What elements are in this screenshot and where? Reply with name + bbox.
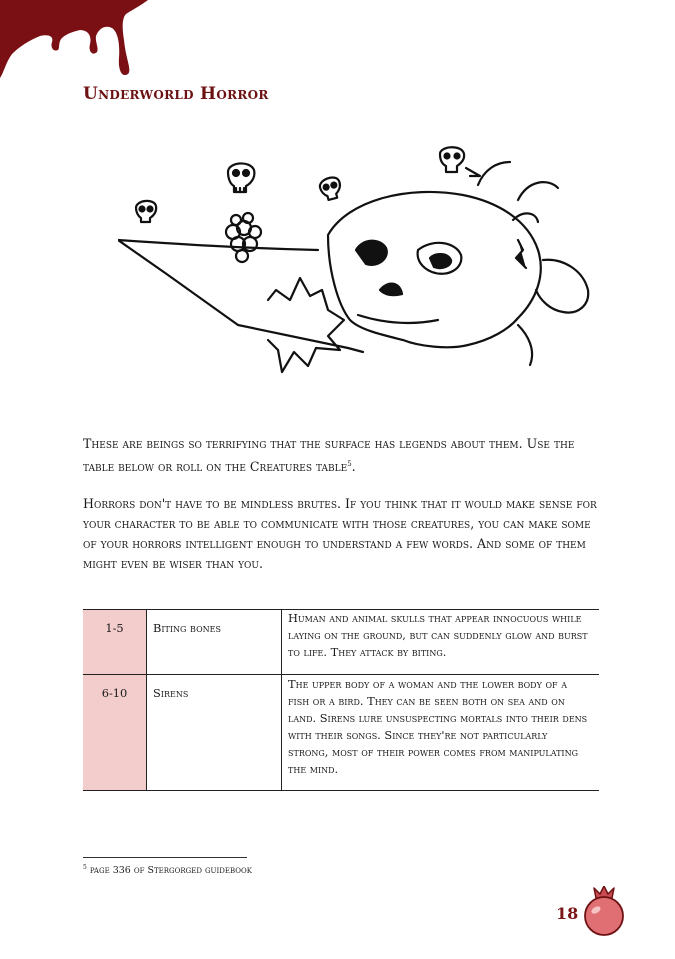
- table-row: [83, 610, 599, 675]
- footnote-mark: 5: [83, 864, 87, 871]
- blood-drip-icon: [0, 0, 150, 80]
- skull-illustration: [118, 140, 603, 415]
- creature-description: Human and animal skulls that appear innocuous while laying on the ground, but can suddenly glow and burst to life. They attack by biting.: [282, 610, 600, 675]
- creature-description: The upper body of a woman and the lower body of a fish or a bird. They can be seen both on sea and on land. Sirens lure unsuspecting mortals into their dens with their songs. Since they're not particularly strong, most of their power comes from manipulating the mind.: [282, 675, 600, 791]
- creature-name: Biting bones: [147, 610, 282, 675]
- roll-range: 1-5: [83, 610, 147, 675]
- footnote-reference: 5: [347, 460, 352, 468]
- footnote-divider: [83, 857, 247, 858]
- creature-name: Sirens: [147, 675, 282, 791]
- pomegranate-icon: [582, 886, 628, 938]
- footnote: [83, 864, 252, 876]
- table-row: [83, 675, 599, 791]
- page-number: 18: [556, 904, 579, 923]
- roll-range: 6-10: [83, 675, 147, 791]
- horrors-paragraph: Horrors don't have to be mindless brutes. If you think that it would make sense for your character to be able to communicate with those creatures, you can make some of your horrors intelligent enough to understand a few words. And some of them might even be wiser than you.: [83, 496, 597, 571]
- footnote-text: page 336 of Stergorged guidebook: [89, 865, 252, 877]
- page-title: Underworld Horror: [83, 84, 269, 104]
- horror-table: [83, 609, 599, 791]
- intro-paragraph: These are beings so terrifying that the surface has legends about them. Use the table below or roll on the Creatures table$^5$.: [83, 436, 575, 475]
